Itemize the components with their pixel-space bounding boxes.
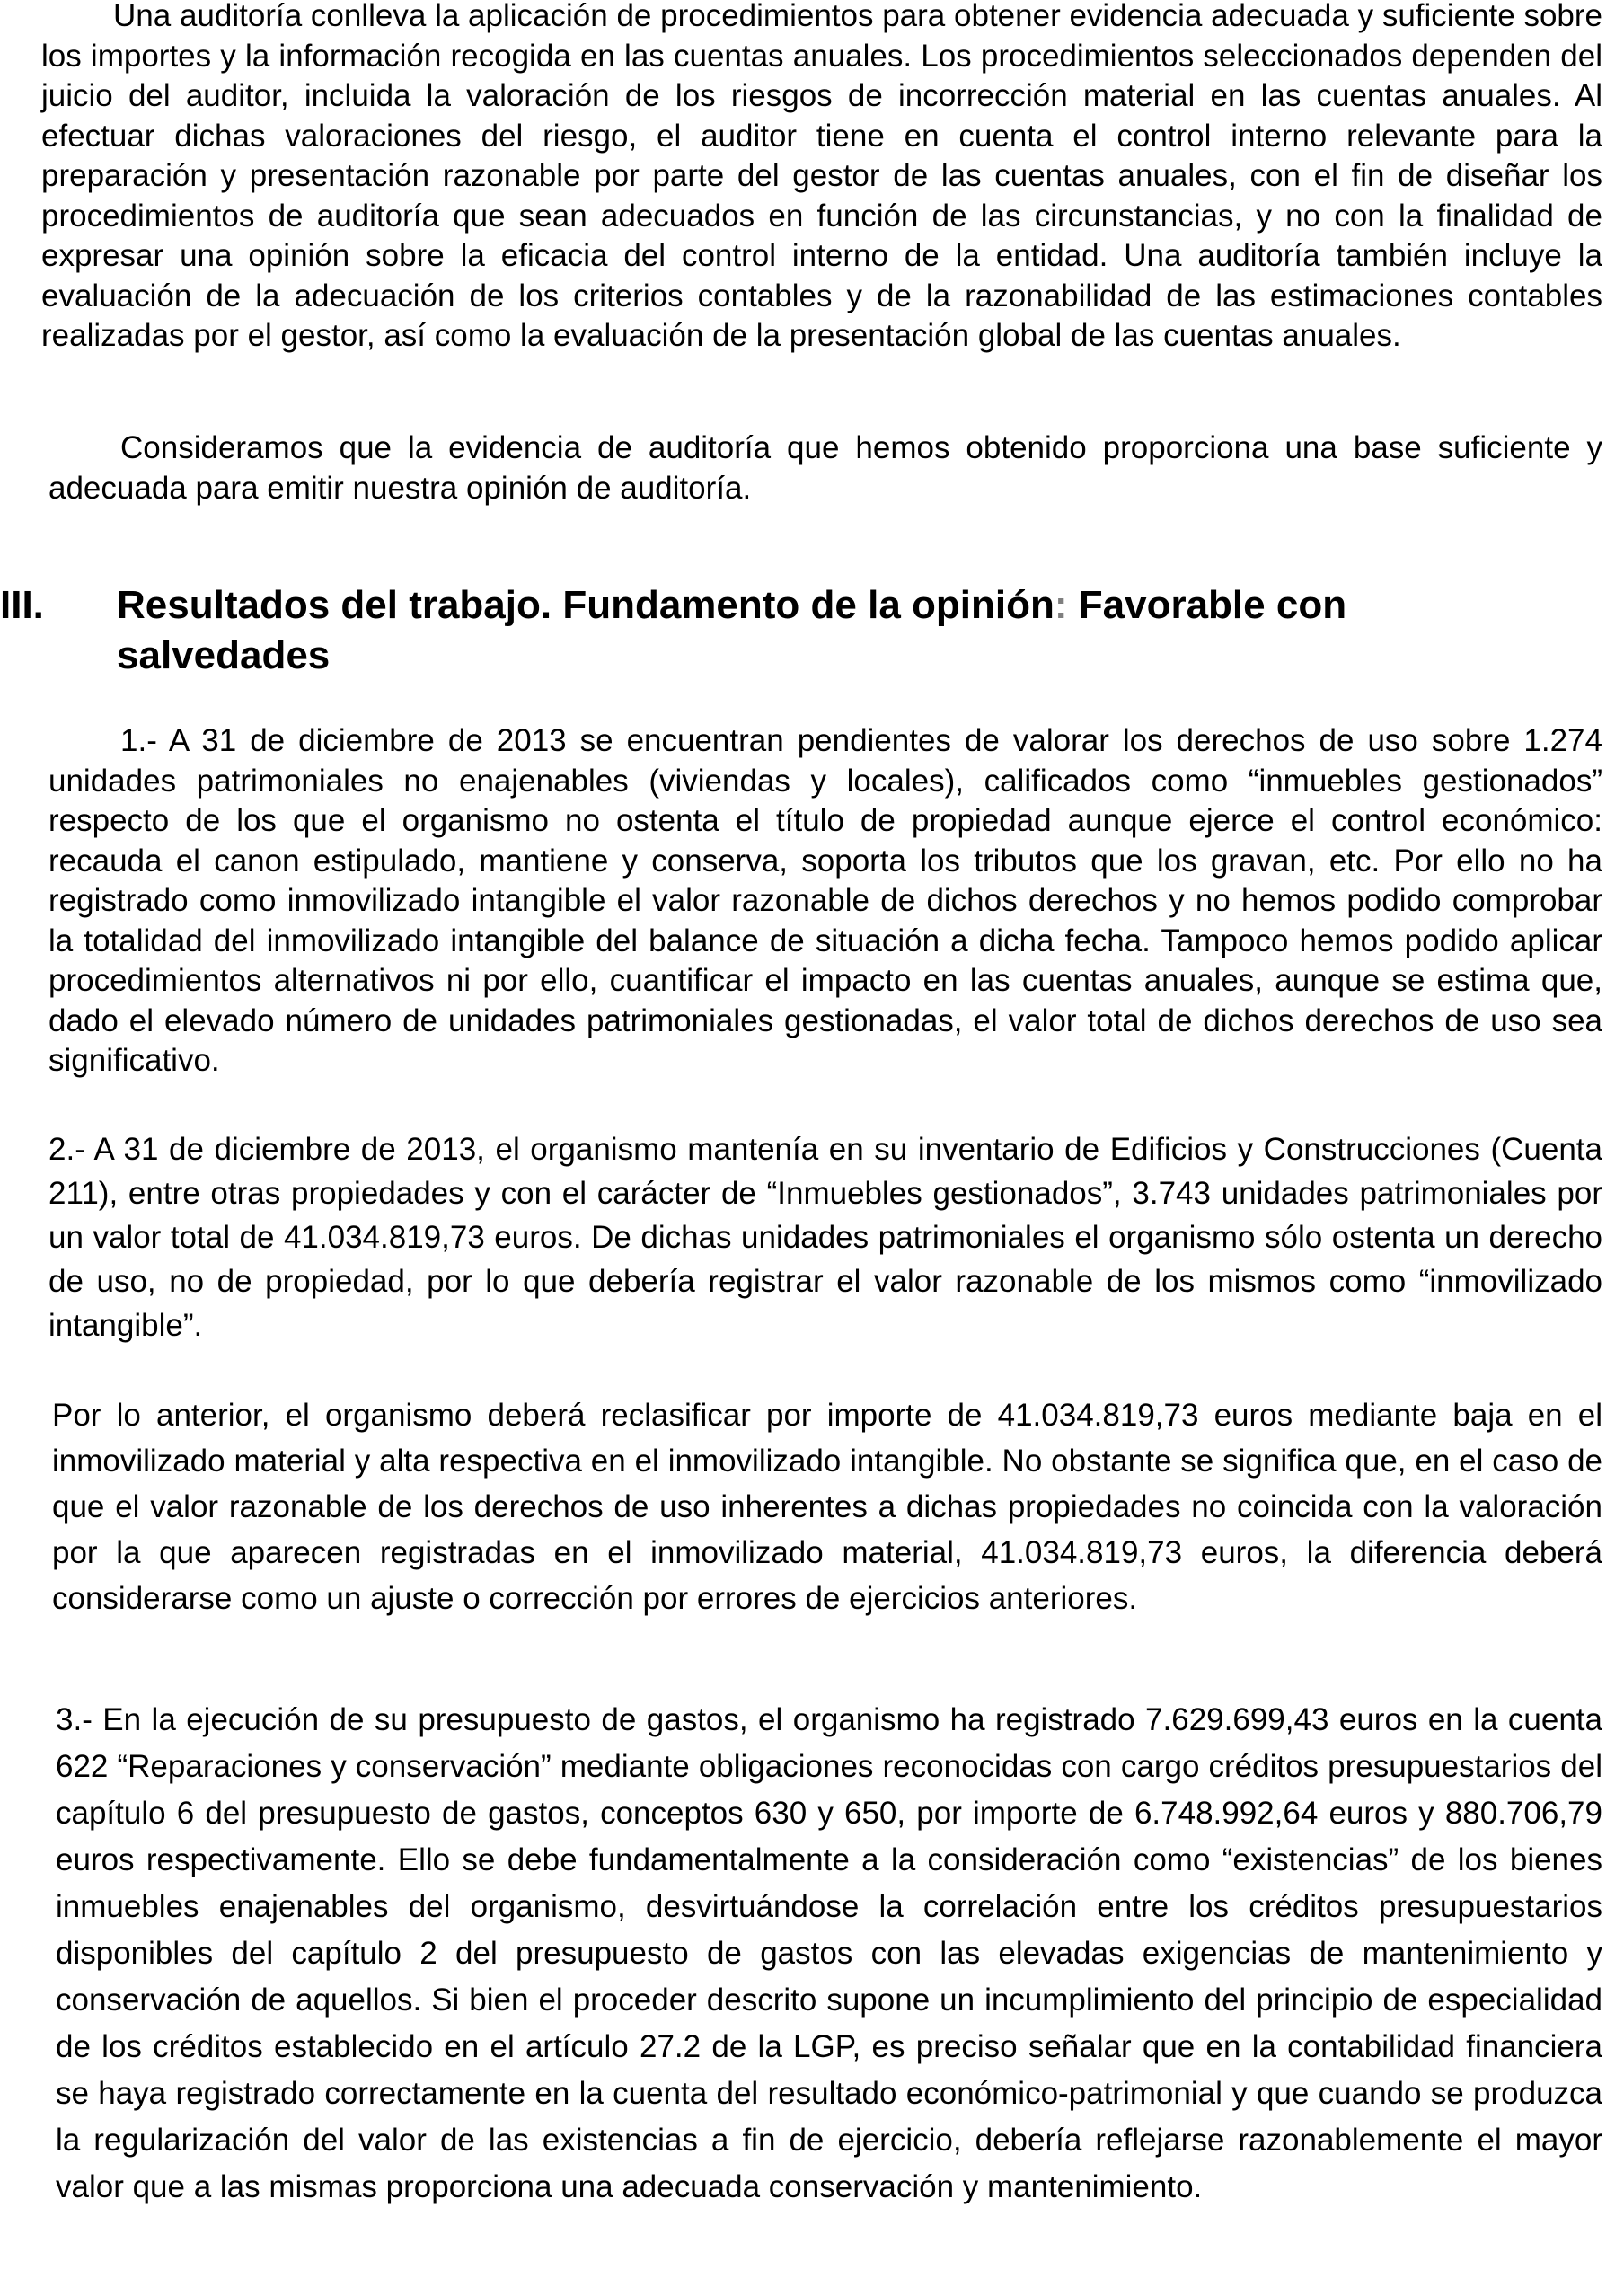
paragraph-reclassification: Por lo anterior, el organismo deberá reclasificar por importe de 41.034.819,73 euros mediante baja en el inmovilizado material y alta respectiva en el inmovilizado intangible. No obstante se significa que, en el caso de que el valor razonable de los derechos de uso inherentes a dichas propiedades no coincida con la valoración por la que aparecen registradas en el inmovilizado material, 41.034.819,73 euros, la diferencia deberá considerarse como un ajuste o corrección por errores de ejercicios anteriores. <box>52 1398 1602 1616</box>
section-number: III. <box>0 583 44 627</box>
paragraph-audit-evidence-conclusion: Consideramos que la evidencia de auditoría que hemos obtenido proporciona una base suficiente y adecuada para emitir nuestra opinión de auditoría. <box>49 430 1602 506</box>
paragraph-audit-procedures: Una auditoría conlleva la aplicación de procedimientos para obtener evidencia adecuada y suficiente sobre los importes y la información recogida en las cuentas anuales. Los procedimientos seleccionados dependen del juicio del auditor, incluida la valoración de los riesgos de incorrección material en las cuentas anuales. Al efectuar dichas valoraciones del riesgo, el auditor tiene en cuenta el control interno relevante para la preparación y presentación razonable por parte del gestor de las cuentas anuales, con el fin de diseñar los procedimientos de auditoría que sean adecuados en función de las circunstancias, y no con la finalidad de expresar una opinión sobre la eficacia del control interno de la entidad. Una auditoría también incluye la evaluación de la adecuación de los criterios contables y de la razonabilidad de las estimaciones contables realizadas por el gestor, así como la evaluación de la presentación global de las cuentas anuales. <box>41 0 1602 353</box>
section-heading-colon: : <box>1054 583 1068 627</box>
section-heading <box>117 580 1536 681</box>
paragraph-finding-2: 2.- A 31 de diciembre de 2013, el organismo mantenía en su inventario de Edificios y Construcciones (Cuenta 211), entre otras propiedades y con el carácter de “Inmuebles gestionados”, 3.743 unidades patrimoniales por un valor total de 41.034.819,73 euros. De dichas unidades patrimoniales el organismo sólo ostenta un derecho de uso, no de propiedad, por lo que debería registrar el valor razonable de los mismos como “inmovilizado intangible”. <box>49 1132 1602 1343</box>
paragraph-finding-3: 3.- En la ejecución de su presupuesto de gastos, el organismo ha registrado 7.629.699,43 euros en la cuenta 622 “Reparaciones y conservación” mediante obligaciones reconocidas con cargo créditos presupuestarios del capítulo 6 del presupuesto de gastos, conceptos 630 y 650, por importe de 6.748.992,64 euros y 880.706,79 euros respectivamente. Ello se debe fundamentalmente a la consideración como “existencias” de los bienes inmuebles enajenables del organismo, desvirtuándose la correlación entre los créditos presupuestarios disponibles del capítulo 2 del presupuesto de gastos con las elevadas exigencias de mantenimiento y conservación de aquellos. Si bien el proceder descrito supone un incumplimiento del principio de especialidad de los créditos establecido en el artículo 27.2 de la LGP, es preciso señalar que en la contabilidad financiera se haya registrado correctamente en la cuenta del resultado económico-patrimonial y que cuando se produzca la regularización del valor de las existencias a fin de ejercicio, debería reflejarse razonablemente el mayor valor que a las mismas proporciona una adecuada conservación y mantenimiento. <box>56 1702 1602 2204</box>
paragraph-finding-1: 1.- A 31 de diciembre de 2013 se encuentran pendientes de valorar los derechos de uso sobre 1.274 unidades patrimoniales no enajenables (viviendas y locales), calificados como “inmuebles gestionados” respecto de los que el organismo no ostenta el título de propiedad aunque ejerce el control económico: recauda el canon estipulado, mantiene y conserva, soporta los tributos que los gravan, etc. Por ello no ha registrado como inmovilizado intangible el valor razonable de dichos derechos y no hemos podido comprobar la totalidad del inmovilizado intangible del balance de situación a dicha fecha. Tampoco hemos podido aplicar procedimientos alternativos ni por ello, cuantificar el impacto en las cuentas anuales, aunque se estima que, dado el elevado número de unidades patrimoniales gestionadas, el valor total de dichos derechos de uso sea significativo. <box>49 723 1602 1078</box>
section-heading-opinion: Favorable con salvedades <box>117 583 1347 677</box>
section-heading-main: Resultados del trabajo. Fundamento de la opinión <box>117 583 1055 627</box>
